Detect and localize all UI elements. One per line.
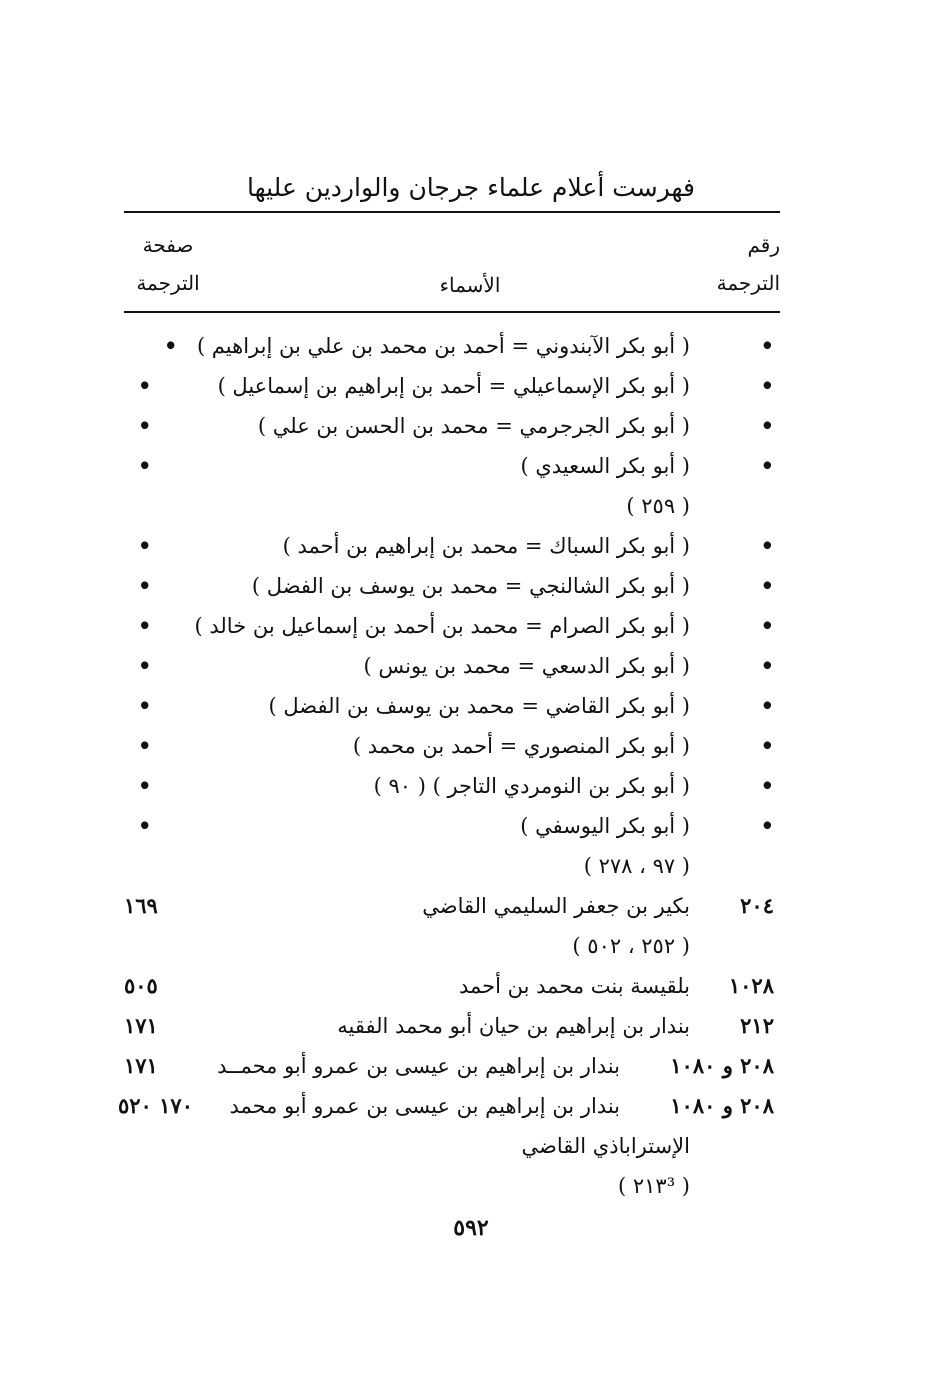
index-list <box>0 326 942 1206</box>
entry-continuation: ( ٢١٣³ ) <box>617 1174 690 1198</box>
entry-number: • <box>760 533 774 558</box>
entry-name: ( أبو بكر بن النومردي التاجر ) ( ٩٠ ) <box>373 774 690 798</box>
entry-name: ( أبو بكر الجرجرمي = محمد بن الحسن بن علي ) <box>257 414 690 438</box>
entry-page: • <box>138 773 152 798</box>
entry-line <box>0 446 942 486</box>
entry-name: ( أبو بكر الصرام = محمد بن أحمد بن إسماعيل بن خالد ) <box>194 614 690 638</box>
index-entry <box>0 646 942 686</box>
index-entry <box>0 726 942 766</box>
entry-page: ١٧١ <box>124 1053 158 1078</box>
entry-line <box>0 566 942 606</box>
entry-line <box>0 1006 942 1046</box>
entry-number: ٢٠٨ و ١٠٨٠ <box>670 1053 774 1078</box>
entry-line <box>0 766 942 806</box>
entry-line <box>0 606 942 646</box>
entry-line <box>0 1086 942 1126</box>
index-entry <box>0 886 942 966</box>
column-header-page-line: صفحة <box>142 233 194 257</box>
entry-number: • <box>760 653 774 678</box>
index-entry <box>0 366 942 406</box>
index-entry <box>0 806 942 886</box>
column-header-names: الأسماء <box>439 273 501 297</box>
entry-continuation: الإستراباذي القاضي <box>521 1134 690 1158</box>
entry-line <box>0 1046 942 1086</box>
entry-page: • <box>138 653 152 678</box>
entry-line <box>0 526 942 566</box>
entry-continuation-line <box>0 846 942 886</box>
entry-number: • <box>760 373 774 398</box>
entry-number: • <box>760 413 774 438</box>
entry-continuation-line <box>0 926 942 966</box>
column-header-page-line: الترجمة <box>136 271 200 295</box>
index-entry <box>0 526 942 566</box>
entry-number: • <box>760 733 774 758</box>
entry-name: ( أبو بكر الشالنجي = محمد بن يوسف بن الفضل ) <box>251 574 690 598</box>
entry-number: ٢٠٨ و ١٠٨٠ <box>670 1093 774 1118</box>
entry-name: بندار بن إبراهيم بن عيسى بن عمرو أبو محمد <box>229 1094 620 1118</box>
entry-name: ( أبو بكر الآبندوني = أحمد بن محمد بن علي بن إبراهيم ) <box>196 334 690 358</box>
entry-name: ( أبو بكر القاضي = محمد بن يوسف بن الفضل ) <box>268 694 690 718</box>
column-header-number-line: الترجمة <box>716 271 780 295</box>
entry-page: • <box>138 573 152 598</box>
entry-number: ٢١٢ <box>740 1013 774 1038</box>
entry-name: ( أبو بكر المنصوري = أحمد بن محمد ) <box>352 734 690 758</box>
entry-number: • <box>760 813 774 838</box>
entry-line <box>0 686 942 726</box>
index-entry <box>0 766 942 806</box>
entry-page: • <box>164 333 178 358</box>
entry-line <box>0 366 942 406</box>
entry-line <box>0 406 942 446</box>
index-entry <box>0 966 942 1006</box>
entry-line <box>0 966 942 1006</box>
index-entry <box>0 606 942 646</box>
index-entry <box>0 326 942 366</box>
index-entry <box>0 406 942 446</box>
entry-page: • <box>138 453 152 478</box>
entry-name: ( أبو بكر الإسماعيلي = أحمد بن إبراهيم بن إسماعيل ) <box>217 374 690 398</box>
page-number: ٥٩٢ <box>453 1215 489 1241</box>
entry-line <box>0 326 942 366</box>
entry-number: • <box>760 613 774 638</box>
entry-continuation: ( ٢٥٩ ) <box>626 494 690 518</box>
entry-name: بندار بن إبراهيم بن عيسى بن عمرو أبو محمــد <box>217 1054 620 1078</box>
entry-page: • <box>138 533 152 558</box>
entry-name: بلقيسة بنت محمد بن أحمد <box>458 974 690 998</box>
entry-number: • <box>760 773 774 798</box>
entry-continuation-line <box>0 1126 942 1166</box>
entry-number: • <box>760 573 774 598</box>
entry-line <box>0 886 942 926</box>
header-bottom-rule <box>124 311 780 313</box>
index-entry <box>0 1046 942 1086</box>
entry-number: ٢٠٤ <box>740 893 774 918</box>
entry-page: • <box>138 373 152 398</box>
column-header-page <box>118 226 218 302</box>
entry-page: • <box>138 693 152 718</box>
column-header-number-line: رقم <box>747 233 780 257</box>
entry-name: بندار بن إبراهيم بن حيان أبو محمد الفقيه <box>337 1014 690 1038</box>
entry-line <box>0 726 942 766</box>
entry-continuation: ( ٩٧ ، ٢٧٨ ) <box>583 854 690 878</box>
entry-page: • <box>138 733 152 758</box>
entry-page: • <box>138 613 152 638</box>
header-top-rule <box>124 211 780 213</box>
entry-number: ١٠٢٨ <box>728 973 774 998</box>
entry-name: بكير بن جعفر السليمي القاضي <box>422 894 690 918</box>
entry-name: ( أبو بكر الدسعي = محمد بن يونس ) <box>363 654 690 678</box>
entry-page: ٥٠٥ <box>124 973 158 998</box>
entry-number: • <box>760 693 774 718</box>
entry-name: ( أبو بكر السعيدي ) <box>520 454 690 478</box>
entry-number: • <box>760 453 774 478</box>
entry-page: ١٦٩ <box>124 893 158 918</box>
page-title: فهرست أعلام علماء جرجان والواردين عليها <box>246 173 696 202</box>
entry-page: ١٧١ <box>124 1013 158 1038</box>
entry-line <box>0 646 942 686</box>
entry-number: • <box>760 333 774 358</box>
entry-continuation: ( ٢٥٢ ، ٥٠٢ ) <box>572 934 690 958</box>
entry-page: ١٧٠ ٥٢٠ <box>118 1093 193 1118</box>
entry-name: ( أبو بكر اليوسفي ) <box>520 814 690 838</box>
entry-continuation-line <box>0 1166 942 1206</box>
column-header-number <box>700 226 780 302</box>
entry-page: • <box>138 813 152 838</box>
index-entry <box>0 566 942 606</box>
index-entry <box>0 446 942 526</box>
entry-page: • <box>138 413 152 438</box>
index-entry <box>0 686 942 726</box>
entry-line <box>0 806 942 846</box>
index-entry <box>0 1086 942 1206</box>
entry-name: ( أبو بكر السباك = محمد بن إبراهيم بن أحمد ) <box>282 534 690 558</box>
index-entry <box>0 1006 942 1046</box>
entry-continuation-line <box>0 486 942 526</box>
